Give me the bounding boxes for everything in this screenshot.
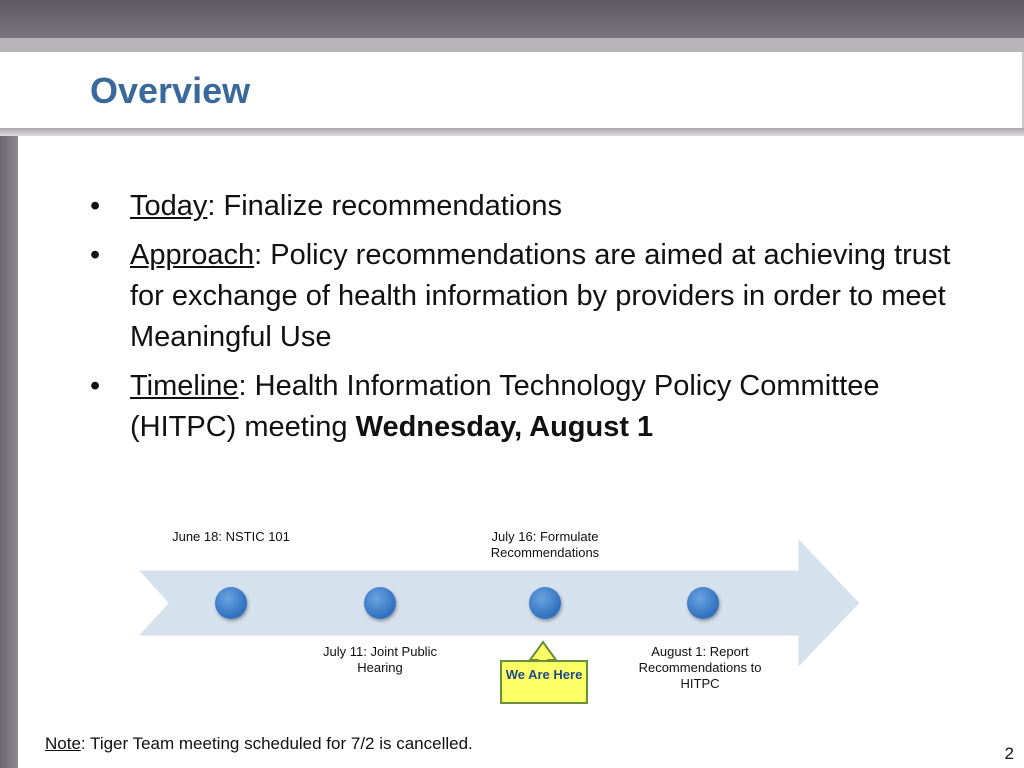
bullet-list [90, 186, 970, 456]
header-bar [0, 0, 1024, 38]
bullet-timeline [90, 366, 970, 448]
milestone-dot [215, 587, 247, 619]
bullet-text: : Health Information Technology Policy Committee (HITPC) meeting [130, 370, 880, 443]
bullet-today [90, 186, 970, 227]
title-divider [0, 128, 1024, 136]
bullet-icon: • [90, 190, 101, 222]
page-number: 2 [1004, 744, 1014, 763]
slide-title: Overview [90, 70, 251, 111]
bullet-term: Approach [130, 239, 255, 271]
marker-pointer-icon [530, 642, 556, 662]
bullet-icon: • [90, 370, 101, 402]
milestone-label-june-18: June 18: NSTIC 101 [172, 529, 290, 544]
milestone-label-july-11: July 11: Joint Public Hearing [323, 644, 437, 675]
milestone-dot [364, 587, 396, 619]
footnote [45, 734, 473, 754]
bullet-term: Today [130, 190, 208, 222]
milestone-dot [687, 587, 719, 619]
footnote-text: : Tiger Team meeting scheduled for 7/2 is cancelled. [80, 734, 473, 753]
milestone-dot [529, 587, 561, 619]
bullet-text: : Finalize recommendations [207, 190, 562, 222]
milestone-label-august-1: August 1: Report Recommendations to HITPC [638, 644, 762, 691]
footnote-term: Note [45, 734, 81, 753]
bullet-emphasis: Wednesday, August 1 [355, 411, 654, 443]
bullet-icon: • [90, 239, 101, 271]
bullet-text: : Policy recommendations are aimed at achieving trust for exchange of health information by providers in order to meet Meaningful Use [130, 239, 951, 353]
milestone-label-july-16: July 16: Formulate Recommendations [490, 529, 600, 560]
current-position-marker: We Are Here [500, 660, 588, 704]
bullet-approach [90, 235, 970, 358]
bullet-term: Timeline [130, 370, 239, 402]
